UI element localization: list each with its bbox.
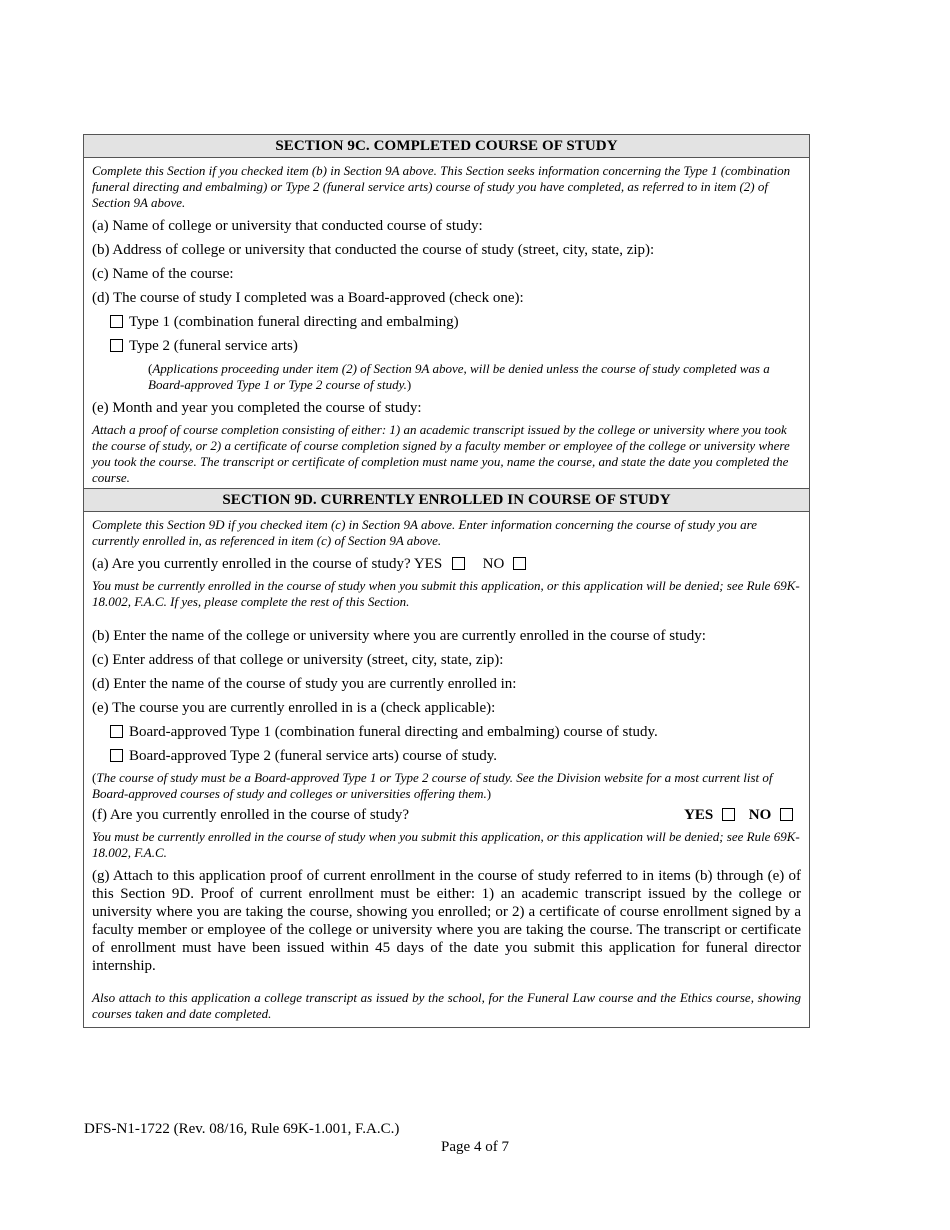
board-type2-checkbox[interactable] — [110, 749, 123, 762]
section-9d-transcript-note: Also attach to this application a college transcript as issued by the school, for the Funeral Law course and the Ethics course, showing courses taken and date completed. — [92, 990, 801, 1021]
board-type1-checkbox[interactable] — [110, 725, 123, 738]
board-type2-label: Board-approved Type 2 (funeral service arts) course of study. — [129, 748, 497, 764]
section-9d-board-note: (The course of study must be a Board-approved Type 1 or Type 2 course of study. See the Division website for a most current list of Board-approved courses of study and colleges or universities offering them.) — [92, 770, 773, 801]
section-9d-item-f-question: (f) Are you currently enrolled in the course of study? — [92, 807, 409, 823]
section-9c-item-e: (e) Month and year you completed the course of study: — [92, 400, 422, 416]
type1-checkbox[interactable] — [110, 315, 123, 328]
section-9c-note-text: Applications proceeding under item (2) of Section 9A above, will be denied unless the course of study completed was a Board-approved Type 1 or Type 2 course of study. — [148, 361, 770, 392]
section-9d-item-a — [84, 555, 809, 573]
section-9c-item-a: (a) Name of college or university that conducted course of study: — [92, 218, 483, 234]
section-9c-attach-note: Attach a proof of course completion consisting of either: 1) an academic transcript issued by the college or university where you took the course of study, or 2) a certificate of course completion signed by a faculty member or employee of the college or university where you took the course. The transcript or certificate of completion must name you, name the course, and state the date you completed the course. — [92, 422, 790, 485]
section-9c-intro: Complete this Section if you checked item (b) in Section 9A above. This Section seeks information concerning the Type 1 (combination funeral directing and embalming) or Type 2 (funeral service arts) course of study you have completed, as referred to in item (2) of Section 9A above. — [92, 163, 791, 210]
section-9d-item-e: (e) The course you are currently enrolled in is a (check applicable): — [92, 700, 496, 716]
item-a-no-checkbox[interactable] — [513, 557, 526, 570]
page-number: Page 4 of 7 — [441, 1139, 509, 1155]
section-9d-title: SECTION 9D. CURRENTLY ENROLLED IN COURSE OF STUDY — [84, 488, 809, 512]
section-9c-option-type2 — [84, 337, 809, 355]
section-9d-board-note-text: The course of study must be a Board-approved Type 1 or Type 2 course of study. See the Division website for a most current list of Board-approved courses of study and colleges or universities offering them. — [92, 770, 773, 801]
form-id: DFS-N1-1722 (Rev. 08/16, Rule 69K-1.001, F.A.C.) — [84, 1121, 400, 1137]
item-f-yes-checkbox[interactable] — [722, 808, 735, 821]
section-9d-option-type2 — [84, 747, 809, 765]
section-9d-item-g: (g) Attach to this application proof of current enrollment in the course of study referred to in items (b) through (e) of this Section 9D. Proof of current enrollment must be either: 1) an academic transcript issued by the college or university where you are taking the course, showing you enrolled; or 2) a certificate of course enrollment signed by a faculty member or employee of the college or university where you are taking the course. The transcript or certificate of enrollment must have been issued within 45 days of the date you submit this application for funeral director internship. — [92, 868, 801, 974]
item-a-yes-checkbox[interactable] — [452, 557, 465, 570]
item-a-no-label: NO — [482, 556, 505, 572]
type2-checkbox[interactable] — [110, 339, 123, 352]
section-9d-enroll-warning-2: You must be currently enrolled in the course of study when you submit this application, or this application will be denied; see Rule 69K-18.002, F.A.C. — [92, 829, 800, 860]
board-type1-label: Board-approved Type 1 (combination funeral directing and embalming) course of study. — [129, 724, 658, 740]
section-9c-item-d: (d) The course of study I completed was a Board-approved (check one): — [92, 290, 524, 306]
section-9c-title: SECTION 9C. COMPLETED COURSE OF STUDY — [84, 135, 809, 158]
section-9c-note: (Applications proceeding under item (2) of Section 9A above, will be denied unless the course of study completed was a Board-approved Type 1 or Type 2 course of study.) — [148, 361, 770, 392]
section-9c-item-c: (c) Name of the course: — [92, 266, 234, 282]
item-f-yes-label: YES — [684, 807, 714, 823]
section-9d-item-b: (b) Enter the name of the college or university where you are currently enrolled in the course of study: — [92, 628, 706, 644]
section-9d-item-c: (c) Enter address of that college or university (street, city, state, zip): — [92, 652, 504, 668]
item-f-yes-no — [684, 807, 793, 824]
section-9d-item-a-question: (a) Are you currently enrolled in the course of study? YES — [92, 556, 443, 572]
section-9d-enroll-warning: You must be currently enrolled in the course of study when you submit this application, or this application will be denied; see Rule 69K-18.002, F.A.C. If yes, please complete the rest of this Section. — [92, 578, 800, 609]
section-9c-item-b: (b) Address of college or university that conducted the course of study (street, city, state, zip): — [92, 242, 655, 258]
section-9c-option-type1 — [84, 313, 809, 331]
type1-label: Type 1 (combination funeral directing and embalming) — [129, 314, 459, 330]
item-f-no-checkbox[interactable] — [780, 808, 793, 821]
section-9d-item-f — [84, 807, 809, 824]
type2-label: Type 2 (funeral service arts) — [129, 338, 298, 354]
item-f-no-label: NO — [748, 807, 772, 823]
section-9d-option-type1 — [84, 723, 809, 741]
section-9d-intro: Complete this Section 9D if you checked item (c) in Section 9A above. Enter information concerning the course of study you are currently enrolled in, as referenced in item (c) of Section 9A above. — [92, 517, 757, 548]
application-form-section — [83, 134, 810, 1028]
section-9d-item-d: (d) Enter the name of the course of study you are currently enrolled in: — [92, 676, 517, 692]
